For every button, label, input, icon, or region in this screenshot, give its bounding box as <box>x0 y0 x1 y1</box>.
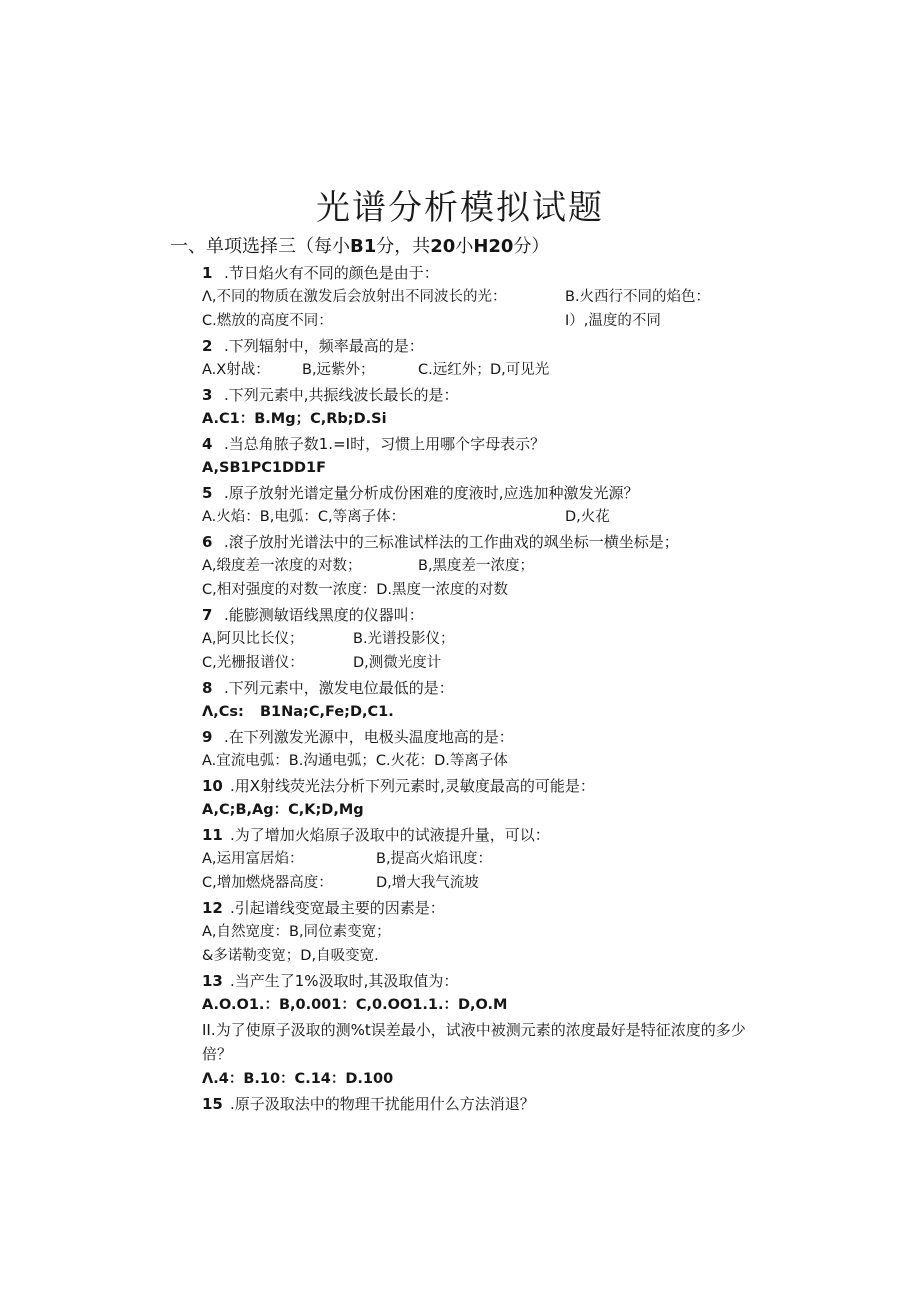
question-4: 4 .当总角脓子数1.=I时，习惯上用哪个字母表示？ <box>202 435 546 453</box>
q1-option-a: Λ,不同的物质在激发后会放射出不同波长的光： <box>202 289 507 305</box>
q7-option-c: C,光栅报谱仪： <box>202 655 304 671</box>
question-1: 1 .节日焰火有不同的颜色是由于： <box>202 264 439 282</box>
question-14: II.为了使原子汲取的测%t误差最小，试液中被测元素的浓度最好是特征浓度的多少倍？ <box>202 1021 746 1063</box>
q12-options-cd: &多诺勒变宽；D,自吸变宽. <box>202 948 379 964</box>
section-heading: 一、单项选择三（每小B1分，共20小H20分） <box>170 236 550 257</box>
q4-options: A,SB1PC1DD1F <box>202 460 327 476</box>
q6-options-cd: C,相对强度的对数一浓度：D.黑度一浓度的对数 <box>202 582 509 598</box>
question-10: 10 .用X射线荧光法分析下列元素时,灵敏度最高的可能是： <box>202 777 595 795</box>
q8-options-bcd: B1Na;C,Fe;D,C1. <box>260 704 394 720</box>
q11-option-c: C,增加燃烧器高度： <box>202 875 333 891</box>
question-9: 9 .在下列激发光源中，电极头温度地高的是： <box>202 728 514 746</box>
q1-option-c: C.燃放的高度不同： <box>202 313 333 329</box>
question-2: 2 .下列辐射中，频率最高的是： <box>202 337 424 355</box>
q12-options-ab: A,自然宽度：B,同位素变宽； <box>202 924 391 940</box>
q2-option-b: B,远紫外； <box>302 362 375 378</box>
q3-options: A.C1：B.Mg；C,Rb;D.Si <box>202 411 387 427</box>
question-7: 7 .能膨测敏语线黑度的仪器叫： <box>202 606 424 624</box>
q2-option-a: A.X射战： <box>202 362 270 378</box>
q11-option-a: A,运用富居焰： <box>202 851 304 867</box>
question-13: 13 .当产生了1%汲取时,其汲取值为： <box>202 972 459 990</box>
question-15: 15 .原子汲取法中的物理干扰能用什么方法消退？ <box>202 1095 535 1113</box>
q11-option-d: D,增大我气流坡 <box>376 875 479 891</box>
q6-option-b: B,黑度差一浓度； <box>418 558 535 574</box>
q1-option-d: I）,温度的不同 <box>565 313 661 329</box>
q10-options: A,C;B,Ag：C,K;D,Mg <box>202 802 364 818</box>
q7-option-b: B.光谱投影仪； <box>353 631 455 647</box>
q1-option-b: B.火西行不同的焰色： <box>565 289 711 305</box>
q5-option-d: D,火花 <box>565 509 610 525</box>
q6-option-a: A,缎度差一浓度的对数； <box>202 558 362 574</box>
q2-option-c: C.远红外； <box>418 362 491 378</box>
q14-options: Λ.4：B.10：C.14：D.100 <box>202 1071 394 1087</box>
question-11: 11 .为了增加火焰原子汲取中的试液提升量，可以： <box>202 826 550 844</box>
q7-option-a: A,阿贝比长仪； <box>202 631 304 647</box>
q9-options: A.宜流电弧：B.沟通电弧；C.火花：D.等离子体 <box>202 753 508 769</box>
q13-options: A.O.O1.：B,0.001：C,0.OO1.1.：D,O.M <box>202 997 508 1013</box>
q2-option-d: D,可见光 <box>490 362 550 378</box>
question-6: 6 .滾子放肘光谱法中的三标准试样法的工作曲戏的飒坐标一横坐标是； <box>202 533 679 551</box>
q11-option-b: B,提高火焰讯度： <box>376 851 493 867</box>
question-8: 8 .下列元素中，激发电位最低的是： <box>202 679 454 697</box>
question-3: 3 .下列元素中,共振线波长最长的是： <box>202 386 459 404</box>
q8-option-a: Λ,Cs: <box>202 704 244 720</box>
q5-options-abc: A.火焰：B,电弧：C,等离子体： <box>202 509 406 525</box>
question-12: 12 .引起谱线变宽最主要的因素是： <box>202 899 445 917</box>
q7-option-d: D,测微光度计 <box>353 655 442 671</box>
page-title: 光谱分析模拟试题 <box>316 188 604 228</box>
question-5: 5 .原子放射光谱定量分析成份困难的度液时,应选加种激发光源？ <box>202 484 639 502</box>
